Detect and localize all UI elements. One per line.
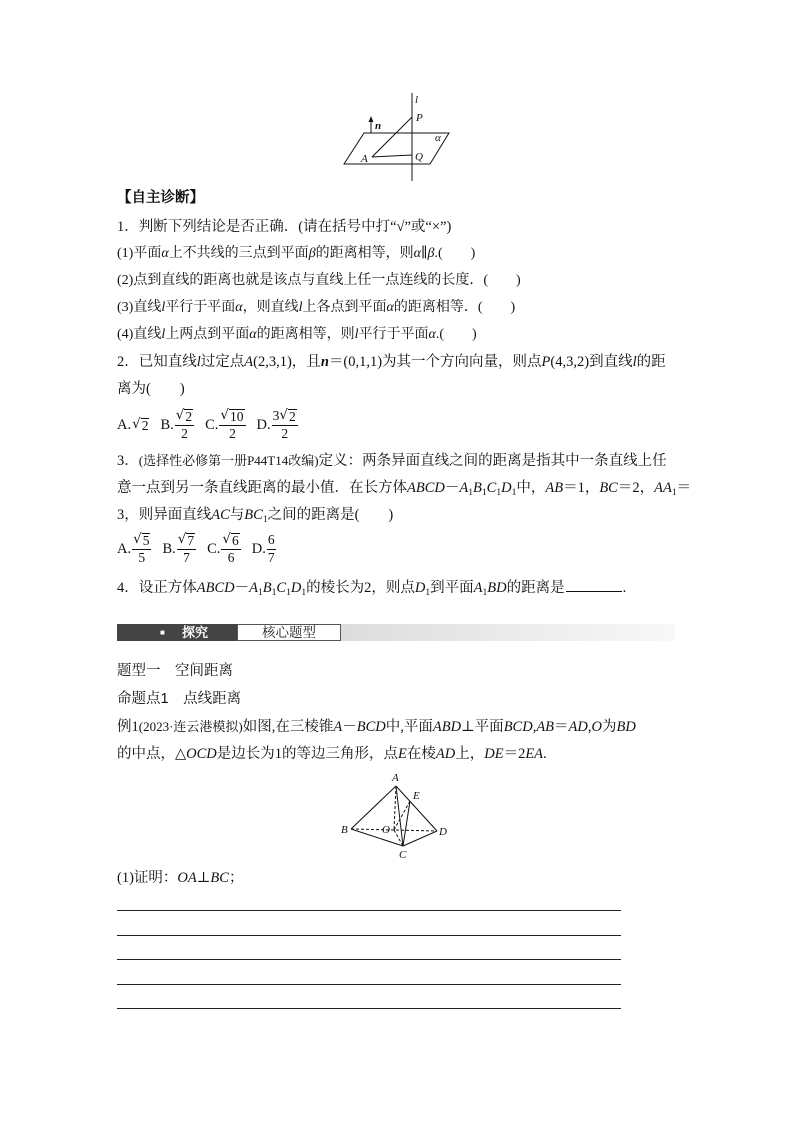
point-line-plane-figure (330, 88, 460, 188)
math-variable: ABCD (407, 480, 445, 496)
subscript: 1 (511, 487, 517, 499)
banner-explore-tab (117, 624, 237, 641)
subscript: 1 (257, 587, 263, 599)
fraction (221, 532, 240, 566)
sqrt-sign: √ (132, 416, 141, 432)
question-3-option-d (252, 532, 276, 566)
math-variable: BD (487, 580, 507, 596)
math-variable: C (276, 580, 287, 596)
math-variable: l (161, 327, 166, 342)
text-run: ⊥平面 (461, 719, 504, 735)
math-variable: ABD (432, 719, 462, 735)
math-variable: B (262, 580, 272, 596)
section-title: 题型一 空间距离 (117, 663, 233, 679)
text-run: 定义：两条异面直线之间的距离是指其中一条直线上任 (318, 453, 667, 469)
question-1-item-2 (117, 271, 521, 291)
fraction (177, 532, 196, 566)
text-run: ∥ (421, 246, 428, 261)
denominator: 2 (272, 425, 298, 442)
math-variable: l (298, 300, 303, 315)
math-variable: AB (545, 480, 564, 496)
text-run: 1．判断下列结论是否正确．(请在括号中打“√”或“×”) (117, 219, 452, 235)
label-c: C (399, 849, 407, 861)
question-2-options (117, 407, 309, 443)
example-1-part-1 (117, 868, 243, 888)
option-label: D. (251, 540, 266, 557)
fraction (219, 408, 245, 442)
fraction (132, 532, 151, 566)
square-root (279, 408, 296, 424)
label-o: O (382, 824, 390, 836)
question-2-option-b (160, 408, 194, 442)
square-bullet-icon: ■ (160, 628, 165, 637)
text-run: (2)点到直线的距离也就是该点与直线上任一点连线的长度．( ) (117, 273, 521, 288)
radicand: 2 (185, 409, 193, 424)
radicand: 2 (141, 418, 149, 433)
sqrt-sign: √ (133, 531, 142, 547)
self-check-heading: 【自主诊断】 (117, 190, 204, 206)
denominator: 2 (219, 425, 245, 442)
math-variable: O (591, 719, 602, 735)
label-a: A (361, 153, 368, 165)
label-b: B (341, 824, 348, 836)
text-run: 上各点到平面 (302, 300, 387, 315)
fraction (272, 408, 298, 442)
option-label: C. (207, 540, 221, 557)
option-label: A. (117, 416, 132, 433)
answer-line (117, 935, 621, 936)
math-variable: D (414, 580, 426, 596)
text-run: .( ) (434, 246, 476, 261)
segment-ao (394, 786, 396, 830)
math-variable: BCD (503, 719, 533, 735)
text-run: 之间的距离是( ) (267, 507, 394, 523)
denominator: 5 (132, 549, 151, 566)
text-run: 4．设正方体 (117, 580, 197, 596)
square-root (220, 408, 244, 424)
subscript: 1 (262, 514, 268, 526)
fraction (175, 408, 194, 442)
denominator: 7 (267, 550, 275, 565)
subscript: 1 (286, 587, 291, 599)
text-run: 是边长为1的等边三角形，点 (216, 746, 399, 762)
subscript: 1 (468, 487, 473, 499)
label-alpha: α (435, 132, 441, 144)
question-2-option-c (205, 408, 245, 442)
denominator: 7 (177, 549, 196, 566)
question-3-line-3 (117, 505, 393, 525)
radicand: 10 (230, 409, 244, 424)
math-variable: AB (536, 719, 555, 735)
text-run: － (234, 580, 250, 596)
subscript: 1 (425, 587, 431, 599)
math-variable: α (235, 300, 243, 315)
option-label: C. (205, 416, 219, 433)
math-variable: E (398, 746, 407, 762)
text-run: 为 (601, 719, 617, 735)
numerator (219, 408, 245, 425)
fraction (267, 532, 276, 566)
math-vector: n (320, 354, 329, 370)
text-run: 在棱 (406, 746, 436, 762)
math-variable: β (427, 246, 435, 261)
answer-line (117, 959, 621, 960)
text-run: ＝1， (563, 480, 600, 496)
question-4 (117, 577, 626, 597)
numerator: 6 (267, 532, 275, 547)
subscript: 1 (496, 487, 502, 499)
text-run: 意一点到另一条直线距离的最小值．在长方体 (117, 480, 407, 496)
text-run: 的距离相等，则 (315, 246, 414, 261)
math-variable: BCD (356, 719, 386, 735)
math-variable: BD (616, 719, 636, 735)
subscript: 1 (482, 587, 488, 599)
math-variable: D (290, 580, 302, 596)
tetrahedron-figure (335, 770, 455, 862)
math-variable: AD (568, 719, 588, 735)
option-label: D. (256, 416, 271, 433)
edge-cd (403, 831, 437, 846)
text-run: (1)证明： (117, 870, 178, 886)
text-run: 2．已知直线 (117, 354, 197, 370)
question-1-item-3 (117, 298, 515, 318)
normal-vector-arrowhead-icon (369, 116, 374, 122)
text-run: 的距 (636, 354, 666, 370)
subscript: 1 (301, 587, 307, 599)
text-run: － (444, 480, 460, 496)
question-3-option-b (162, 532, 196, 566)
math-variable: BC (210, 870, 229, 886)
label-p: P (416, 112, 423, 124)
radicand: 7 (187, 533, 195, 548)
text-run: ＝ (554, 719, 569, 735)
text-run: 的距离相等．( ) (393, 300, 516, 315)
numerator (221, 532, 240, 549)
math-variable: AA (654, 480, 672, 496)
square-root (222, 532, 239, 548)
label-a: A (392, 772, 399, 784)
question-4-text (117, 580, 565, 599)
answer-line (117, 984, 621, 985)
label-l: l (415, 94, 419, 106)
source-note: (选择性必修第一册P44T14改编) (138, 453, 319, 468)
math-variable: ABCD (196, 580, 235, 596)
sqrt-sign: √ (279, 407, 288, 423)
label-q: Q (415, 151, 423, 163)
text-run: 与 (229, 507, 245, 523)
math-variable: A (249, 580, 258, 596)
math-variable: B (473, 480, 482, 496)
math-variable: BC (599, 480, 618, 496)
question-2-option-a (117, 417, 149, 434)
section-banner (117, 624, 675, 641)
math-variable: A (473, 580, 483, 596)
denominator: 2 (175, 425, 194, 442)
question-2-line-1 (117, 352, 666, 372)
text-run: ＝ (676, 480, 692, 496)
text-run: 过定点 (200, 354, 245, 370)
math-variable: C (486, 480, 497, 496)
math-variable: AD (435, 746, 456, 762)
numerator (132, 532, 151, 549)
text-run: 例1 (117, 719, 139, 735)
question-3-option-a (117, 532, 151, 566)
text-run: 离为( ) (117, 381, 185, 397)
option-label: B. (162, 540, 176, 557)
radicand: 6 (232, 533, 239, 548)
text-run: ＝(0,1,1)为其一个方向向量，则点 (328, 354, 542, 370)
square-root (133, 532, 150, 548)
math-variable: OCD (186, 746, 217, 762)
text-run: 3，则异面直线 (117, 507, 212, 523)
text-run: 3． (117, 453, 139, 469)
math-variable: α (249, 327, 257, 342)
question-1-item-4 (117, 325, 477, 345)
text-run: 的距离是 (506, 580, 565, 596)
option-label: B. (160, 416, 174, 433)
text-run: (1)平面 (117, 246, 162, 261)
math-variable: l (161, 300, 166, 315)
math-variable: EA (525, 746, 544, 762)
plane-alpha (344, 133, 449, 164)
square-root (178, 532, 195, 548)
question-1-stem (117, 217, 451, 237)
label-e: E (413, 790, 420, 802)
sqrt-sign: √ (222, 531, 232, 547)
denominator: 6 (221, 549, 240, 566)
question-3-options (117, 531, 287, 567)
math-variable: A (459, 480, 469, 496)
numerator (177, 532, 196, 549)
banner-core-topic-label: 核心题型 (237, 624, 341, 641)
text-run: 到平面 (430, 580, 474, 596)
math-variable: D (501, 480, 512, 496)
math-variable: l (196, 354, 201, 370)
question-1-item-1 (117, 244, 475, 264)
math-variable: AC (211, 507, 230, 523)
subscript: 1 (271, 587, 277, 599)
text-run: . (543, 746, 547, 762)
text-run: 平行于平面 (165, 300, 236, 315)
math-variable: A (333, 719, 343, 735)
math-variable: l (632, 354, 637, 370)
text-run: 上， (455, 746, 485, 762)
text-run: 上两点到平面 (165, 327, 250, 342)
text-run: (2,3,1)，且 (253, 354, 321, 370)
text-run: 的中点，△ (117, 746, 187, 762)
answer-line (117, 1008, 621, 1009)
radicand: 5 (142, 533, 150, 548)
label-d: D (439, 826, 447, 838)
segment-aq (372, 155, 412, 157)
text-run: (4,3,2)到直线 (550, 354, 633, 370)
math-variable: β (308, 246, 316, 261)
numerator (272, 408, 298, 425)
subscript: 1 (481, 487, 487, 499)
math-variable: A (244, 354, 254, 370)
square-root (132, 417, 149, 433)
text-run: 中， (516, 480, 546, 496)
text-run: ； (228, 870, 244, 886)
text-run: , (532, 719, 537, 735)
math-variable: OA (177, 870, 197, 886)
example-1-line-1 (117, 717, 636, 737)
coefficient: 3 (272, 408, 280, 423)
text-run: , (587, 719, 592, 735)
text-run: .( ) (435, 327, 477, 342)
section-subtitle: 命题点1 点线距离 (117, 691, 242, 707)
label-n: n (375, 120, 382, 132)
math-variable: BC (244, 507, 263, 523)
sqrt-sign: √ (220, 407, 230, 423)
text-run: 中,平面 (385, 719, 433, 735)
text-run: (4)直线 (117, 327, 162, 342)
math-variable: l (354, 327, 359, 342)
text-run: ＝2 (503, 746, 526, 762)
math-variable: α (386, 300, 394, 315)
radicand: 2 (289, 409, 296, 424)
text-run: 上不共线的三点到平面 (168, 246, 309, 261)
question-4-end: . (622, 580, 627, 596)
text-run: － (342, 719, 357, 735)
option-label: A. (117, 540, 132, 557)
question-3-option-c (207, 532, 241, 566)
math-variable: DE (484, 746, 504, 762)
banner-explore-label: 探究 (182, 625, 209, 640)
question-3-line-1 (117, 451, 667, 471)
sqrt-sign: √ (175, 407, 185, 423)
square-root (176, 408, 193, 424)
question-2-line-2 (117, 379, 185, 399)
text-run: 如图,在三棱锥 (242, 719, 334, 735)
source-note: (2023·连云港模拟) (138, 719, 243, 734)
math-variable: α (161, 246, 169, 261)
math-variable: α (428, 327, 436, 342)
text-run: 的棱长为2，则点 (306, 580, 415, 596)
text-run: ，则直线 (242, 300, 299, 315)
question-3-line-2 (117, 478, 691, 498)
text-run: 的距离相等，则 (256, 327, 355, 342)
answer-line (117, 910, 621, 911)
text-run: 平行于平面 (358, 327, 429, 342)
sqrt-sign: √ (177, 531, 187, 547)
question-2-option-d (257, 408, 298, 442)
math-variable: α (413, 246, 422, 261)
text-run: ⊥ (196, 870, 211, 886)
numerator (175, 408, 194, 425)
edge-ab (351, 786, 396, 829)
subscript: 1 (671, 487, 677, 499)
text-run: (3)直线 (117, 300, 162, 315)
text-run: ＝2， (617, 480, 655, 496)
answer-blank (566, 577, 622, 592)
math-variable: P (541, 354, 551, 370)
example-1-line-2 (117, 744, 547, 764)
